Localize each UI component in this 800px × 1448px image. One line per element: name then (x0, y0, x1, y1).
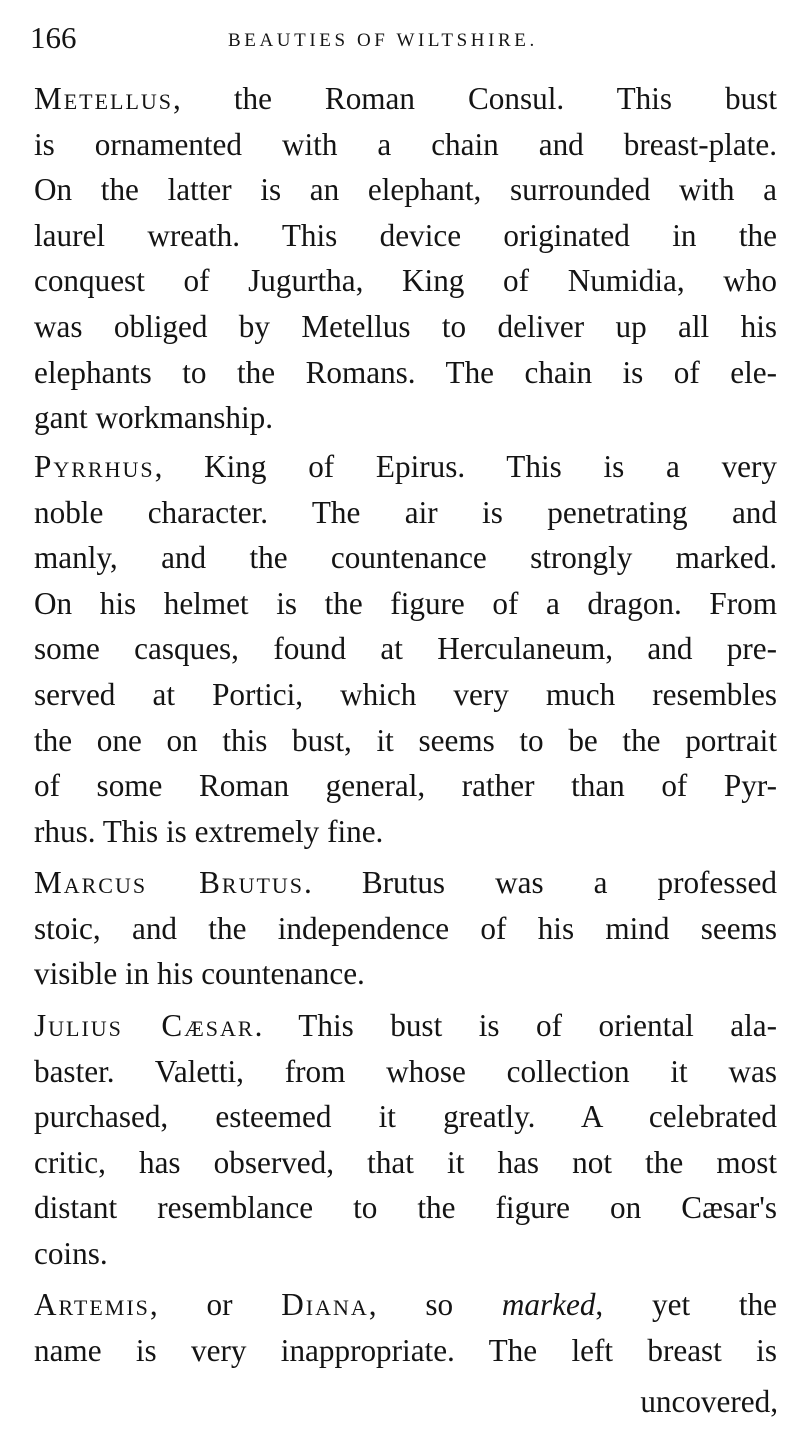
speaker-name: Marcus Brutus (34, 865, 305, 900)
text-line: gant workmanship. (34, 400, 274, 436)
page-header (30, 20, 775, 60)
paragraph-artemis (34, 1282, 777, 1373)
text-line: laurel wreath. This device originated in the (34, 217, 777, 253)
text-line: visible in his countenance. (34, 956, 365, 992)
text-line: name is very inappropriate. The left breast is (34, 1332, 777, 1368)
text-line: rhus. This is extremely fine. (34, 813, 384, 849)
text-line: noble character. The air is penetrating and (34, 494, 777, 530)
speaker-name: Artemis (34, 1287, 150, 1322)
text-line: critic, has observed, that it has not the most (34, 1144, 777, 1180)
page-number: 166 (30, 20, 77, 55)
text-line: some casques, found at Herculaneum, and pre- (34, 631, 777, 667)
paragraph-metellus (34, 76, 777, 441)
text-line: is ornamented with a chain and breast-plate. (34, 126, 777, 162)
paragraph-marcus-brutus (34, 860, 777, 997)
text-line: Pyrrhus, King of Epirus. This is a very (34, 449, 777, 484)
speaker-name: Diana (281, 1287, 369, 1322)
speaker-name: Metellus (34, 81, 174, 116)
text-line: conquest of Jugurtha, King of Numidia, who (34, 263, 777, 299)
text-line: coins. (34, 1235, 108, 1271)
text-line: of some Roman general, rather than of Pyr- (34, 768, 777, 804)
speaker-name: Pyrrhus (34, 449, 155, 484)
text-line: stoic, and the independence of his mind seems (34, 910, 777, 946)
text-line: was obliged by Metellus to deliver up all his (34, 308, 777, 344)
running-title: BEAUTIES OF WILTSHIRE. (228, 30, 538, 51)
text-line: distant resemblance to the figure on Cæsar's (34, 1190, 777, 1226)
paragraph-pyrrhus (34, 444, 777, 854)
text-line: served at Portici, which very much resembles (34, 676, 777, 712)
text-line: purchased, esteemed it greatly. A celebrated (34, 1099, 777, 1135)
paragraph-julius-caesar (34, 1003, 777, 1277)
text-line: Julius Cæsar. This bust is of oriental ala- (34, 1008, 777, 1043)
catchword: uncovered, (640, 1384, 778, 1419)
text-line: the one on this bust, it seems to be the portrait (34, 722, 777, 758)
text-line: On the latter is an elephant, surrounded with a (34, 172, 777, 208)
text-line: Metellus, the Roman Consul. This bust (34, 81, 777, 116)
text-line: Artemis, or Diana, so marked, yet the (34, 1287, 777, 1322)
text-line: manly, and the countenance strongly marked. (34, 540, 777, 576)
text-line: On his helmet is the figure of a dragon. From (34, 585, 777, 621)
text-line: Marcus Brutus. Brutus was a professed (34, 865, 777, 900)
speaker-name: Julius Cæsar (34, 1008, 255, 1043)
text-line: baster. Valetti, from whose collection it was (34, 1053, 777, 1089)
italic-word: marked (501, 1287, 596, 1322)
text-line: elephants to the Romans. The chain is of ele- (34, 354, 777, 390)
